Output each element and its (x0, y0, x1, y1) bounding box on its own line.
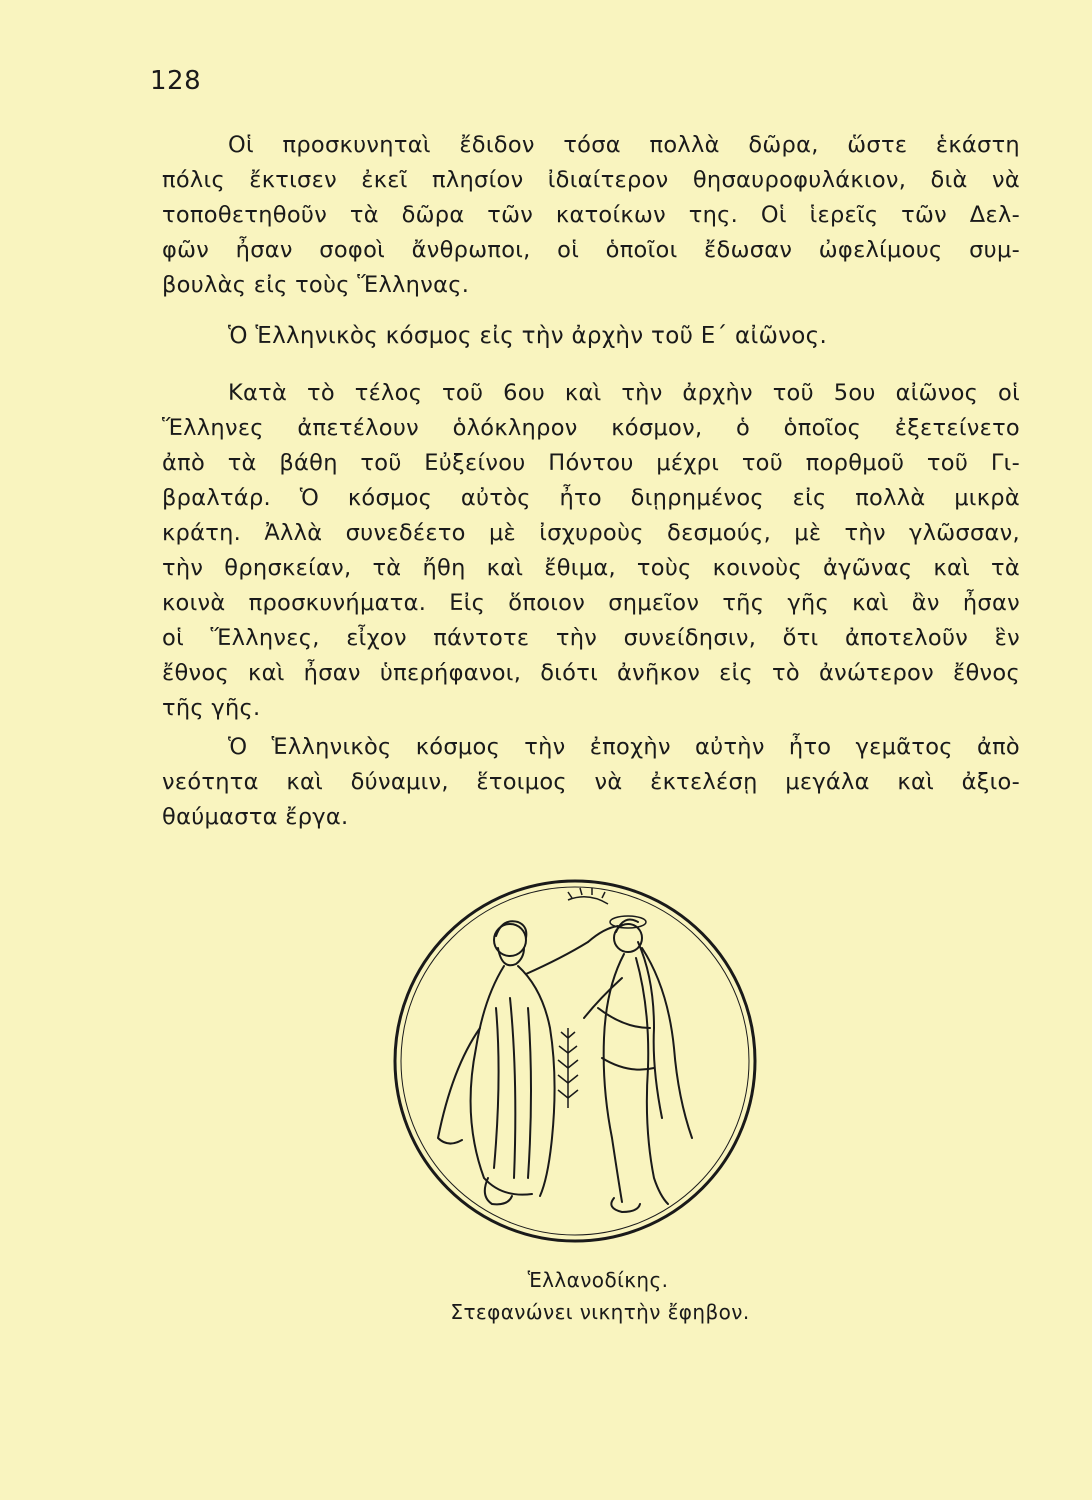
paragraph-3-line: θαύμαστα ἔργα. (162, 804, 349, 830)
paragraph-2-line: κοινὰ προσκυνήματα. Εἰς ὅποιον σημεῖον τῆς γῆς καὶ ἂν ἦσαν (162, 590, 1020, 616)
victor-youth-figure (584, 920, 692, 1212)
paragraph-2-line: τὴν θρησκείαν, τὰ ἤθη καὶ ἔθιμα, τοὺς κοινοὺς ἀγῶνας καὶ τὰ (162, 555, 1020, 581)
page-number: 128 (150, 66, 202, 96)
paragraph-2-line: βραλτάρ. Ὁ κόσμος αὐτὸς ἦτο διῃρημένος εἰς πολλὰ μικρὰ (162, 485, 1020, 511)
paragraph-3-line: Ὁ Ἑλληνικὸς κόσμος τὴν ἐποχὴν αὐτὴν ἦτο γεμᾶτος ἀπὸ (228, 734, 1020, 760)
paragraph-2-line: τῆς γῆς. (162, 695, 261, 721)
section-heading: Ὁ Ἑλληνικὸς κόσμος εἰς τὴν ἀρχὴν τοῦ Ε΄ αἰῶνος. (228, 323, 828, 349)
roundel-border (395, 881, 755, 1241)
paragraph-2-line: Ἕλληνες ἀπετέλουν ὁλόκληρον κόσμον, ὁ ὁποῖος ἐξετείνετο (162, 415, 1020, 441)
victory-wreath (568, 888, 646, 928)
paragraph-1-line: Οἱ προσκυνηταὶ ἔδιδον τόσα πολλὰ δῶρα, ὥστε ἑκάστη (228, 132, 1020, 158)
paragraph-2-line: Κατὰ τὸ τέλος τοῦ 6ου καὶ τὴν ἀρχὴν τοῦ 5ου αἰῶνος οἱ (228, 380, 1020, 406)
judge-figure (438, 921, 618, 1204)
paragraph-2-line: κράτη. Ἀλλὰ συνεδέετο μὲ ἰσχυροὺς δεσμούς, μὲ τὴν γλῶσσαν, (162, 520, 1020, 546)
paragraph-1-line: φῶν ἦσαν σοφοὶ ἄνθρωποι, οἱ ὁποῖοι ἔδωσαν ὠφελίμους συμ- (162, 237, 1020, 263)
caption-description: Στεφανώνει νικητὴν ἔφηβον. (450, 1300, 750, 1324)
paragraph-1-line: τοποθετηθοῦν τὰ δῶρα τῶν κατοίκων της. Οἱ ἱερεῖς τῶν Δελ- (162, 202, 1020, 228)
paragraph-2-line: ἔθνος καὶ ἦσαν ὑπερήφανοι, διότι ἀνῆκον εἰς τὸ ἀνώτερον ἔθνος (162, 660, 1020, 686)
hellanodikes-roundel-illustration (392, 878, 758, 1244)
paragraph-3-line: νεότητα καὶ δύναμιν, ἕτοιμος νὰ ἐκτελέσῃ μεγάλα καὶ ἀξιο- (162, 769, 1020, 795)
paragraph-1-line: βουλὰς εἰς τοὺς Ἕλληνας. (162, 272, 470, 298)
paragraph-2-line: ἀπὸ τὰ βάθη τοῦ Εὐξείνου Πόντου μέχρι τοῦ πορθμοῦ τοῦ Γι- (162, 450, 1020, 476)
paragraph-1-line: πόλις ἔκτισεν ἐκεῖ πλησίον ἰδιαίτερον θησαυροφυλάκιον, διὰ νὰ (162, 167, 1020, 193)
caption-title: Ἑλλανοδίκης. (527, 1268, 669, 1292)
palm-branch (558, 1028, 578, 1108)
paragraph-2-line: οἱ Ἕλληνες, εἶχον πάντοτε τὴν συνείδησιν, ὅτι ἀποτελοῦν ἓν (162, 625, 1020, 651)
